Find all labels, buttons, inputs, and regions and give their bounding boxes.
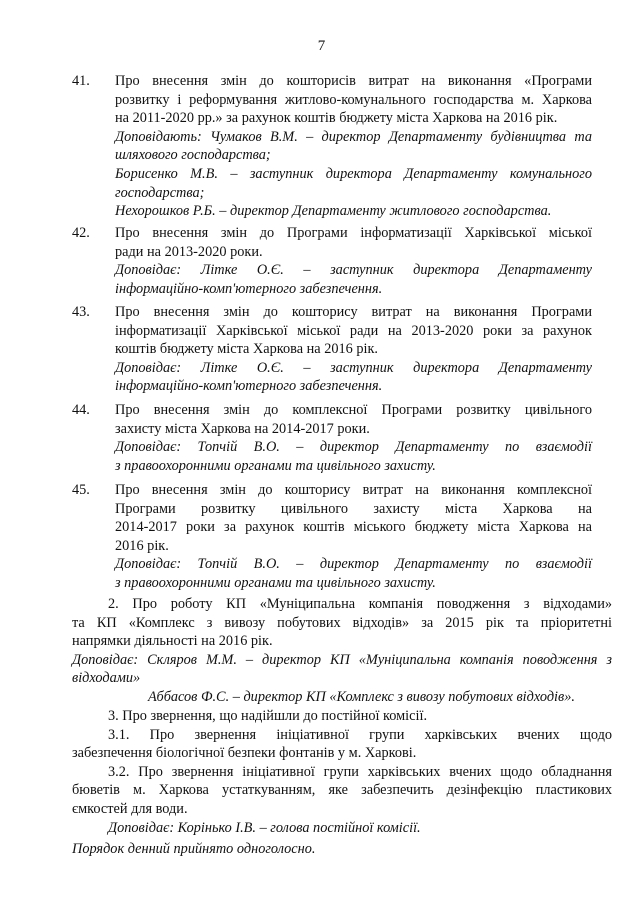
- speaker-line: Доповідає: Корінько І.В. – голова постійної комісії.: [108, 819, 421, 836]
- section-3-1-line: 3.1. Про звернення ініціативної групи харківських вчених щодо: [108, 726, 612, 743]
- page-number: 7: [317, 38, 326, 54]
- agenda-item-43: [72, 303, 592, 396]
- item-number: 42.: [72, 225, 90, 241]
- section-2: [72, 595, 612, 707]
- item-number: 41.: [72, 73, 90, 89]
- item-title-line: 2014-2017 роки за рахунок коштів міського бюджету міста Харкова на: [115, 519, 592, 536]
- speaker-line: Доповідає: Скляров М.М. – директор КП «Муніципальна компанія поводження з: [72, 651, 612, 668]
- speaker-line-2: Аббасов Ф.С. – директор КП «Комплекс з вивозу побутових відходів».: [148, 688, 575, 705]
- agenda-item-42: [72, 224, 592, 298]
- speaker-line: відходами»: [72, 670, 141, 687]
- agenda-item-41: [72, 72, 592, 221]
- item-title-line: 2016 рік.: [115, 537, 169, 554]
- speaker-line: з правоохоронними органами та цивільного захисту.: [115, 574, 436, 591]
- agenda-item-45: [72, 481, 592, 593]
- section-3-1-line: забезпечення біологічної безпеки фонтанів у м. Харкові.: [72, 745, 417, 762]
- item-number: 44.: [72, 402, 90, 418]
- speaker-line: Доповідає: Топчій В.О. – директор Департаменту по взаємодії: [115, 556, 592, 573]
- section-3: [72, 707, 612, 837]
- item-title-line: захисту міста Харкова на 2014-2017 роки.: [115, 420, 370, 437]
- item-title-line: розвитку і реформування житлово-комунального господарства м. Харкова: [115, 91, 592, 108]
- item-title-line: інформатизації Харківської міської ради на 2013-2020 роки за рахунок: [115, 322, 592, 339]
- section-2-line: напрямки діяльності на 2016 рік.: [72, 633, 273, 650]
- speaker-line: Доповідає: Топчій В.О. – директор Департаменту по взаємодії: [115, 439, 592, 456]
- section-3-2-line: ємкостей для води.: [72, 800, 188, 817]
- item-number: 43.: [72, 304, 90, 320]
- speaker-line: Доповідає: Літке О.Є. – заступник директора Департаменту: [115, 359, 592, 376]
- speaker-line: шляхового господарства;: [115, 147, 271, 164]
- item-title-line: Про внесення змін до кошторисів витрат на виконання «Програми: [115, 73, 592, 89]
- section-3-2-line: 3.2. Про звернення ініціативної групи харківських вчених щодо обладнання: [108, 763, 612, 780]
- speaker-line: інформаційно-комп'ютерного забезпечення.: [115, 280, 383, 297]
- closing-statement: Порядок денний прийнято одноголосно.: [72, 841, 316, 857]
- item-title-line: ради на 2013-2020 роки.: [115, 243, 263, 260]
- speaker-line: Доповідають: Чумаков В.М. – директор Департаменту будівництва та: [115, 128, 592, 145]
- speaker-line: Борисенко М.В. – заступник директора Департаменту комунального: [115, 165, 592, 182]
- section-3-heading: 3. Про звернення, що надійшли до постійної комісії.: [108, 708, 428, 724]
- section-2-line: та КП «Комплекс з вивозу побутових відходів» за 2015 рік та пріоритетні: [72, 614, 612, 631]
- speaker-line: інформаційно-комп'ютерного забезпечення.: [115, 378, 383, 395]
- section-3-2-line: бюветів м. Харкова устаткуванням, яке забезпечить дезінфекцію пластикових: [72, 782, 612, 799]
- item-title-line: Про внесення змін до комплексної Програми розвитку цивільного: [115, 402, 592, 418]
- speaker-line: господарства;: [115, 184, 205, 201]
- speaker-line: Нехорошков Р.Б. – директор Департаменту житлового господарства.: [115, 203, 552, 220]
- item-title-line: Програми розвитку цивільного захисту міста Харкова на: [115, 500, 592, 517]
- speaker-line: Доповідає: Літке О.Є. – заступник директора Департаменту: [115, 262, 592, 279]
- item-title-line: Про внесення змін до Програми інформатизації Харківської міської: [115, 225, 592, 241]
- item-number: 45.: [72, 482, 90, 498]
- item-title-line: Про внесення змін до кошторису витрат на виконання комплексної: [115, 482, 592, 498]
- item-title-line: Про внесення змін до кошторису витрат на виконання Програми: [115, 304, 592, 320]
- speaker-line: з правоохоронними органами та цивільного захисту.: [115, 457, 436, 474]
- section-2-line: 2. Про роботу КП «Муніципальна компанія поводження з відходами»: [108, 596, 612, 612]
- item-title-line: коштів бюджету міста Харкова на 2016 рік.: [115, 341, 378, 358]
- agenda-item-44: [72, 401, 592, 475]
- item-title-line: на 2011-2020 рр.» за рахунок коштів бюджету міста Харкова на 2016 рік.: [115, 110, 558, 127]
